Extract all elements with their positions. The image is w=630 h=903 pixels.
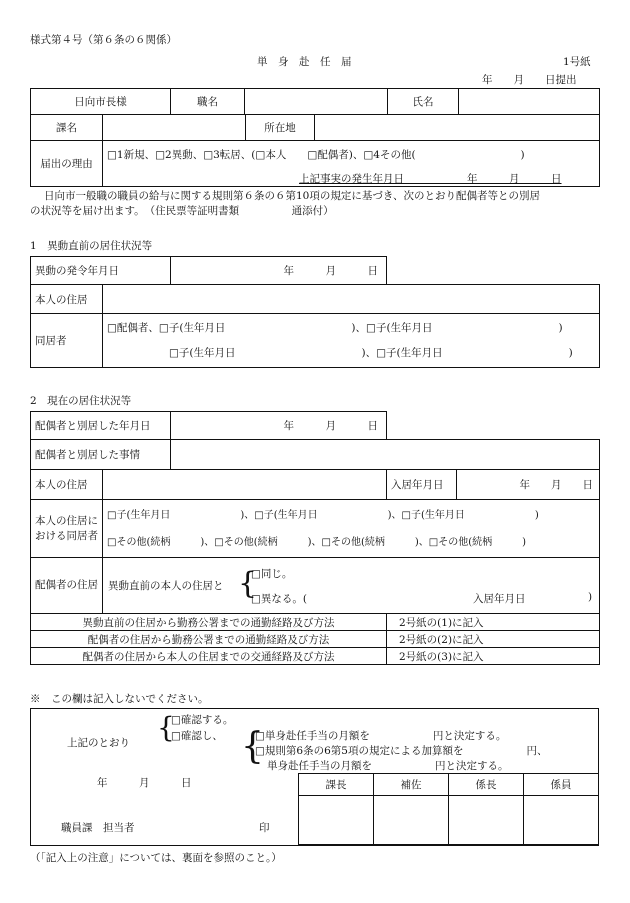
cohabitant-label-1: 同居者 [31,314,103,368]
job-title-field[interactable] [245,89,388,115]
section2-heading: 2 現在の居住状況等 [30,395,132,407]
section2-table [30,499,600,614]
header-table [30,88,600,115]
route-ref-3: 2号紙の(3)に記入 [387,648,600,665]
section1-heading: 1 異動直前の居住状況等 [30,240,153,252]
approver-2-label: 補佐 [374,774,449,796]
separation-reason-label: 配偶者と別居した事情 [31,440,171,470]
transfer-date-label: 異動の発令年月日 [31,257,171,285]
cohabitant-cell-1[interactable] [103,314,600,368]
confirmed-and[interactable]: □確認し、 [171,730,223,742]
separation-date-table [30,411,387,440]
brace-icon-1: { [157,711,175,744]
cohab2-line-2[interactable]: □その他(続柄 )、□その他(続柄 )、□その他(続柄 )、□その他(続柄 ) [107,536,527,548]
route-label-3: 配偶者の住居から本人の住居までの交通経路及び方法 [31,648,387,665]
intro-line-1: 日向市一般職の職員の給与に関する規則第６条の６第10項の規定に基づき、次のとおり配偶者等との別居 [44,190,540,202]
sheet-number: 1号紙 [563,56,591,68]
section1-table [30,284,600,368]
spouse-res-close: ) [588,591,593,603]
footnote: （「記入上の注意」については、裏面を参照のこと。） [30,852,282,864]
spouse-res-cell[interactable] [103,558,600,614]
office-note: ※ この欄は記入しないでください。 [30,693,209,705]
route-label-2: 配偶者の住居から勤務公署までの通勤経路及び方法 [31,631,387,648]
location-field[interactable] [315,115,600,141]
name-field[interactable] [459,89,600,115]
cohab-line-1[interactable]: □配偶者、□子(生年月日 )、□子(生年月日 ) [107,321,563,334]
spouse-res-label: 配偶者の住居 [31,558,103,614]
separation-reason-field[interactable] [171,440,600,470]
header-table-2 [30,114,600,141]
spouse-res-same[interactable]: □同じ。 [251,568,293,580]
submission-date: 年 月 日提出 [482,74,577,86]
form-title: 単 身 赴 任 届 [257,56,352,68]
residence-field-1[interactable] [103,285,600,314]
reason-cell[interactable] [103,141,600,187]
cohab2-line-1[interactable]: □子(生年月日 )、□子(生年月日 )、□子(生年月日 ) [107,509,539,521]
route-ref-2: 2号紙の(2)に記入 [387,631,600,648]
location-label: 所在地 [246,115,315,141]
name-label: 氏名 [388,89,459,115]
residence-label-2: 本人の住居 [31,470,103,500]
addressee: 日向市長様 [31,89,171,115]
brace-icon: { [238,566,258,601]
office-date[interactable]: 年 月 日 [97,777,192,789]
approver-table [298,773,599,845]
office-opt-3: 単身赴任手当の月額を 円と決定する。 [267,760,509,772]
residence-label-1: 本人の住居 [31,285,103,314]
approver-1-stamp[interactable] [299,796,374,845]
approver-1-label: 課長 [299,774,374,796]
route-label-1: 異動直前の住居から勤務公署までの通勤経路及び方法 [31,614,387,631]
office-seal: 印 [259,822,270,834]
separation-reason-table [30,439,600,470]
approver-3-stamp[interactable] [449,796,524,845]
office-opt-2[interactable]: □規則第6条の6第5項の規定による加算額を 円、 [255,745,548,757]
routes-table [30,613,600,665]
spouse-res-prefix: 異動直前の本人の住居と [108,580,224,592]
transfer-date-value[interactable]: 年 月 日 [171,257,387,285]
form-number: 様式第４号（第６条の６関係） [30,34,177,46]
separation-date-label: 配偶者と別居した年月日 [31,412,171,440]
cohab-cell-2[interactable] [103,500,600,558]
as-above: 上記のとおり [67,737,130,749]
residence-field-2[interactable] [103,470,387,500]
approver-3-label: 係長 [449,774,524,796]
spouse-res-movein: 入居年月日 [473,593,526,605]
section-label: 課名 [31,115,103,141]
approver-4-stamp[interactable] [524,796,599,845]
separation-date-value[interactable]: 年 月 日 [171,412,387,440]
cohab-line-2[interactable]: □子(生年月日 )、□子(生年月日 ) [169,346,573,359]
confirmed[interactable]: □確認する。 [171,714,234,726]
intro-line-2: の状況等を届け出ます。 （住民票等証明書類 通添付） [30,205,334,217]
section2-residence-table [30,469,600,500]
occurrence-date: 上記事実の発生年月日 年 月 日 [299,173,562,185]
reason-options[interactable]: □1新規、□2異動、□3転居、(□本人 □配偶者)、□4その他( ) [107,149,525,161]
transfer-date-table [30,256,387,285]
reason-table [30,140,600,187]
movein-value[interactable]: 年 月 日 [457,470,600,500]
brace-icon-2: { [241,726,264,767]
approver-2-stamp[interactable] [374,796,449,845]
route-ref-1: 2号紙の(1)に記入 [387,614,600,631]
section-field[interactable] [103,115,246,141]
spouse-res-diff[interactable]: □異なる。( [251,593,308,605]
office-staff: 職員課 担当者 [61,822,135,834]
office-opt-1[interactable]: □単身赴任手当の月額を 円と決定する。 [255,730,507,742]
movein-label: 入居年月日 [387,470,457,500]
reason-label: 届出の理由 [31,141,103,187]
cohab-label-2: 本人の住居における同居者 [31,500,103,558]
job-title-label: 職名 [171,89,245,115]
approver-4-label: 係員 [524,774,599,796]
